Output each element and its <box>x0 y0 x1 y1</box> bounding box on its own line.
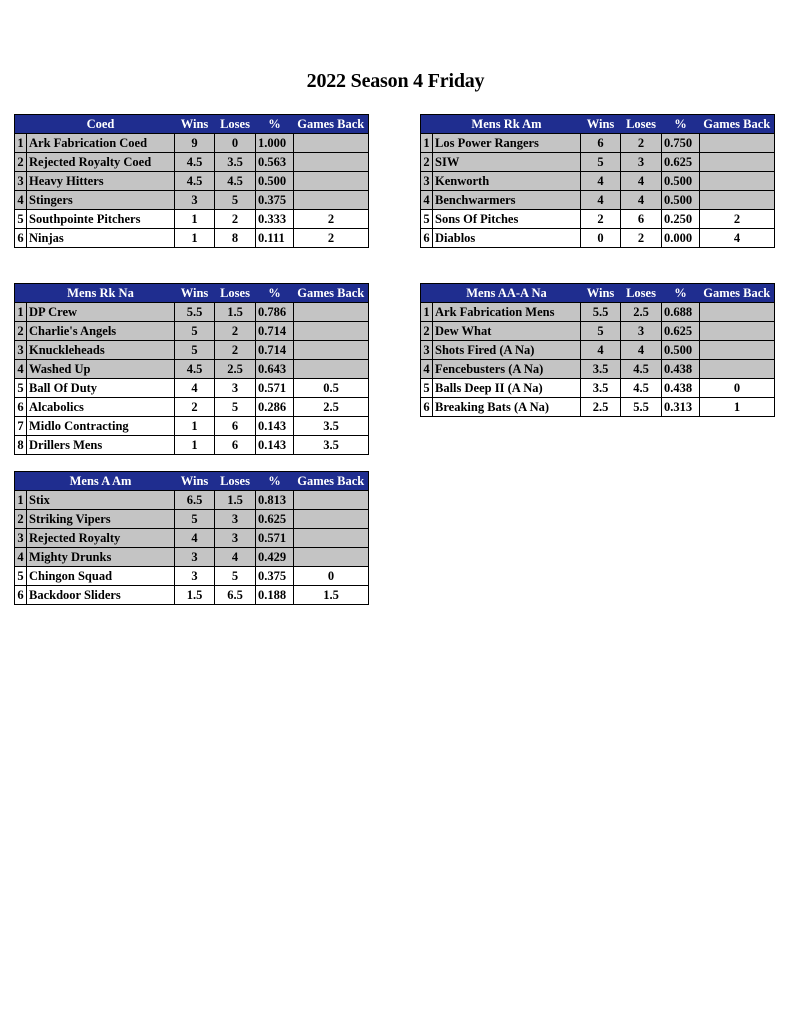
wins-header: Wins <box>581 284 621 303</box>
table-row <box>421 210 775 229</box>
rank-cell: 2 <box>15 510 27 529</box>
games-back-cell <box>700 360 775 379</box>
loses-header: Loses <box>621 284 662 303</box>
table-row <box>421 398 775 417</box>
table-row <box>15 303 369 322</box>
team-name-cell: Ark Fabrication Coed <box>27 134 175 153</box>
games-back-cell: 2 <box>700 210 775 229</box>
loses-cell: 0 <box>215 134 256 153</box>
games-back-header: Games Back <box>700 284 775 303</box>
team-name-cell: Charlie's Angels <box>27 322 175 341</box>
wins-cell: 5.5 <box>175 303 215 322</box>
rank-cell: 3 <box>421 172 433 191</box>
team-name-cell: Alcabolics <box>27 398 175 417</box>
pct-cell: 0.286 <box>256 398 294 417</box>
loses-cell: 3 <box>621 153 662 172</box>
loses-cell: 2 <box>621 229 662 248</box>
rank-header <box>421 284 433 303</box>
wins-cell: 4 <box>581 191 621 210</box>
table-row <box>421 322 775 341</box>
games-back-cell <box>294 322 369 341</box>
division-name-header: Mens AA-A Na <box>433 284 581 303</box>
wins-cell: 4.5 <box>175 360 215 379</box>
team-name-cell: Heavy Hitters <box>27 172 175 191</box>
table-row <box>421 191 775 210</box>
loses-cell: 1.5 <box>215 303 256 322</box>
loses-header: Loses <box>215 472 256 491</box>
team-name-cell: Rejected Royalty Coed <box>27 153 175 172</box>
loses-cell: 5 <box>215 567 256 586</box>
pct-cell: 0.250 <box>662 210 700 229</box>
loses-cell: 2.5 <box>621 303 662 322</box>
games-back-cell: 3.5 <box>294 417 369 436</box>
rank-cell: 4 <box>421 191 433 210</box>
loses-cell: 5.5 <box>621 398 662 417</box>
wins-cell: 0 <box>581 229 621 248</box>
table-row <box>421 303 775 322</box>
loses-cell: 3 <box>215 510 256 529</box>
rank-cell: 1 <box>15 134 27 153</box>
games-back-cell <box>294 191 369 210</box>
division-name-header: Mens A Am <box>27 472 175 491</box>
loses-cell: 4.5 <box>621 360 662 379</box>
rank-cell: 6 <box>421 229 433 248</box>
games-back-cell <box>294 491 369 510</box>
rank-cell: 3 <box>15 172 27 191</box>
games-back-cell: 1.5 <box>294 586 369 605</box>
games-back-cell: 0 <box>294 567 369 586</box>
rank-cell: 5 <box>15 567 27 586</box>
team-name-cell: Knuckleheads <box>27 341 175 360</box>
games-back-cell: 2 <box>294 229 369 248</box>
team-name-cell: Benchwarmers <box>433 191 581 210</box>
rank-cell: 6 <box>15 586 27 605</box>
table-row <box>15 153 369 172</box>
pct-cell: 0.333 <box>256 210 294 229</box>
table-row <box>421 229 775 248</box>
wins-header: Wins <box>175 115 215 134</box>
team-name-cell: Kenworth <box>433 172 581 191</box>
wins-cell: 1 <box>175 210 215 229</box>
loses-cell: 3 <box>621 322 662 341</box>
games-back-cell <box>700 341 775 360</box>
pct-cell: 0.625 <box>256 510 294 529</box>
pct-cell: 0.143 <box>256 436 294 455</box>
pct-cell: 0.750 <box>662 134 700 153</box>
loses-cell: 4.5 <box>215 172 256 191</box>
standings-table-mens-rk-am <box>420 114 775 248</box>
division-name-header: Coed <box>27 115 175 134</box>
pct-cell: 0.429 <box>256 548 294 567</box>
team-name-cell: Ninjas <box>27 229 175 248</box>
division-name-header: Mens Rk Na <box>27 284 175 303</box>
pct-cell: 0.313 <box>662 398 700 417</box>
pct-cell: 0.688 <box>662 303 700 322</box>
pct-cell: 0.786 <box>256 303 294 322</box>
rank-cell: 4 <box>15 360 27 379</box>
team-name-cell: Diablos <box>433 229 581 248</box>
team-name-cell: Southpointe Pitchers <box>27 210 175 229</box>
games-back-header: Games Back <box>294 284 369 303</box>
rank-header <box>421 115 433 134</box>
wins-header: Wins <box>175 284 215 303</box>
games-back-cell <box>294 529 369 548</box>
pct-cell: 0.111 <box>256 229 294 248</box>
rank-cell: 5 <box>421 210 433 229</box>
pct-cell: 0.438 <box>662 360 700 379</box>
loses-cell: 4 <box>621 172 662 191</box>
games-back-cell <box>700 172 775 191</box>
rank-cell: 1 <box>421 303 433 322</box>
table-header-row <box>421 284 775 303</box>
loses-cell: 6 <box>215 417 256 436</box>
table-row <box>15 210 369 229</box>
loses-cell: 3 <box>215 529 256 548</box>
team-name-cell: Backdoor Sliders <box>27 586 175 605</box>
wins-cell: 4 <box>175 529 215 548</box>
pct-cell: 0.375 <box>256 191 294 210</box>
pct-header: % <box>256 284 294 303</box>
loses-header: Loses <box>215 115 256 134</box>
team-name-cell: Washed Up <box>27 360 175 379</box>
games-back-cell <box>294 303 369 322</box>
loses-cell: 8 <box>215 229 256 248</box>
wins-cell: 6.5 <box>175 491 215 510</box>
wins-header: Wins <box>175 472 215 491</box>
team-name-cell: Midlo Contracting <box>27 417 175 436</box>
team-name-cell: SIW <box>433 153 581 172</box>
table-row <box>15 379 369 398</box>
team-name-cell: Rejected Royalty <box>27 529 175 548</box>
standings-table-mens-rk-na <box>14 283 369 455</box>
wins-cell: 5 <box>581 322 621 341</box>
wins-cell: 3 <box>175 567 215 586</box>
rank-header <box>15 115 27 134</box>
rank-cell: 2 <box>15 322 27 341</box>
games-back-cell: 0.5 <box>294 379 369 398</box>
games-back-cell: 2 <box>294 210 369 229</box>
loses-header: Loses <box>215 284 256 303</box>
table-row <box>15 436 369 455</box>
games-back-cell <box>294 360 369 379</box>
pct-cell: 0.143 <box>256 417 294 436</box>
pct-cell: 0.500 <box>662 341 700 360</box>
team-name-cell: Breaking Bats (A Na) <box>433 398 581 417</box>
team-name-cell: Striking Vipers <box>27 510 175 529</box>
wins-cell: 2.5 <box>581 398 621 417</box>
games-back-header: Games Back <box>294 472 369 491</box>
table-row <box>15 491 369 510</box>
wins-cell: 3 <box>175 548 215 567</box>
wins-cell: 4 <box>581 172 621 191</box>
rank-cell: 2 <box>421 322 433 341</box>
rank-cell: 3 <box>421 341 433 360</box>
loses-cell: 6.5 <box>215 586 256 605</box>
loses-cell: 2.5 <box>215 360 256 379</box>
pct-cell: 0.500 <box>662 191 700 210</box>
table-header-row <box>421 115 775 134</box>
team-name-cell: Balls Deep II (A Na) <box>433 379 581 398</box>
wins-cell: 1.5 <box>175 586 215 605</box>
team-name-cell: Mighty Drunks <box>27 548 175 567</box>
pct-cell: 0.438 <box>662 379 700 398</box>
team-name-cell: Dew What <box>433 322 581 341</box>
table-row <box>15 191 369 210</box>
rank-cell: 4 <box>421 360 433 379</box>
pct-cell: 0.375 <box>256 567 294 586</box>
games-back-cell <box>294 153 369 172</box>
wins-cell: 1 <box>175 229 215 248</box>
pct-header: % <box>662 284 700 303</box>
loses-cell: 6 <box>215 436 256 455</box>
pct-header: % <box>256 115 294 134</box>
games-back-cell <box>294 341 369 360</box>
team-name-cell: Chingon Squad <box>27 567 175 586</box>
pct-cell: 0.714 <box>256 341 294 360</box>
pct-cell: 0.500 <box>662 172 700 191</box>
rank-header <box>15 284 27 303</box>
games-back-cell: 0 <box>700 379 775 398</box>
games-back-cell: 4 <box>700 229 775 248</box>
wins-cell: 4.5 <box>175 172 215 191</box>
rank-cell: 2 <box>15 153 27 172</box>
rank-cell: 1 <box>15 303 27 322</box>
loses-cell: 2 <box>621 134 662 153</box>
rank-cell: 8 <box>15 436 27 455</box>
table-row <box>421 341 775 360</box>
pct-cell: 0.813 <box>256 491 294 510</box>
wins-cell: 1 <box>175 436 215 455</box>
team-name-cell: Stingers <box>27 191 175 210</box>
table-row <box>15 322 369 341</box>
table-row <box>421 172 775 191</box>
table-row <box>15 567 369 586</box>
pct-header: % <box>256 472 294 491</box>
table-row <box>421 153 775 172</box>
games-back-cell <box>294 134 369 153</box>
games-back-cell <box>294 172 369 191</box>
games-back-cell <box>700 134 775 153</box>
table-row <box>15 529 369 548</box>
loses-cell: 2 <box>215 322 256 341</box>
team-name-cell: Ark Fabrication Mens <box>433 303 581 322</box>
pct-cell: 0.563 <box>256 153 294 172</box>
pct-cell: 0.571 <box>256 529 294 548</box>
wins-cell: 6 <box>581 134 621 153</box>
pct-cell: 1.000 <box>256 134 294 153</box>
wins-header: Wins <box>581 115 621 134</box>
wins-cell: 4 <box>175 379 215 398</box>
games-back-cell <box>294 548 369 567</box>
pct-cell: 0.571 <box>256 379 294 398</box>
loses-cell: 4 <box>621 341 662 360</box>
wins-cell: 3 <box>175 191 215 210</box>
wins-cell: 5 <box>175 510 215 529</box>
games-back-cell <box>700 303 775 322</box>
games-back-cell <box>294 510 369 529</box>
wins-cell: 9 <box>175 134 215 153</box>
rank-header <box>15 472 27 491</box>
pct-cell: 0.714 <box>256 322 294 341</box>
pct-cell: 0.625 <box>662 322 700 341</box>
games-back-cell: 3.5 <box>294 436 369 455</box>
loses-header: Loses <box>621 115 662 134</box>
rank-cell: 5 <box>421 379 433 398</box>
rank-cell: 3 <box>15 341 27 360</box>
games-back-cell <box>700 191 775 210</box>
loses-cell: 5 <box>215 398 256 417</box>
team-name-cell: Stix <box>27 491 175 510</box>
table-row <box>421 379 775 398</box>
loses-cell: 2 <box>215 341 256 360</box>
games-back-cell: 2.5 <box>294 398 369 417</box>
rank-cell: 6 <box>421 398 433 417</box>
table-header-row <box>15 472 369 491</box>
team-name-cell: Sons Of Pitches <box>433 210 581 229</box>
table-row <box>15 229 369 248</box>
rank-cell: 6 <box>15 398 27 417</box>
wins-cell: 5 <box>175 341 215 360</box>
loses-cell: 3.5 <box>215 153 256 172</box>
loses-cell: 4.5 <box>621 379 662 398</box>
rank-cell: 7 <box>15 417 27 436</box>
rank-cell: 4 <box>15 548 27 567</box>
wins-cell: 5.5 <box>581 303 621 322</box>
wins-cell: 1 <box>175 417 215 436</box>
games-back-header: Games Back <box>294 115 369 134</box>
rank-cell: 1 <box>421 134 433 153</box>
loses-cell: 3 <box>215 379 256 398</box>
table-row <box>15 548 369 567</box>
rank-cell: 2 <box>421 153 433 172</box>
team-name-cell: Ball Of Duty <box>27 379 175 398</box>
team-name-cell: Fencebusters (A Na) <box>433 360 581 379</box>
table-row <box>15 398 369 417</box>
table-header-row <box>15 115 369 134</box>
games-back-cell <box>700 153 775 172</box>
rank-cell: 6 <box>15 229 27 248</box>
wins-cell: 3.5 <box>581 379 621 398</box>
wins-cell: 4.5 <box>175 153 215 172</box>
page-title: 2022 Season 4 Friday <box>306 70 485 92</box>
table-row <box>421 134 775 153</box>
games-back-header: Games Back <box>700 115 775 134</box>
loses-cell: 4 <box>215 548 256 567</box>
wins-cell: 5 <box>175 322 215 341</box>
wins-cell: 3.5 <box>581 360 621 379</box>
team-name-cell: Drillers Mens <box>27 436 175 455</box>
loses-cell: 6 <box>621 210 662 229</box>
table-row <box>15 172 369 191</box>
pct-header: % <box>662 115 700 134</box>
team-name-cell: Los Power Rangers <box>433 134 581 153</box>
pct-cell: 0.000 <box>662 229 700 248</box>
table-row <box>421 360 775 379</box>
division-name-header: Mens Rk Am <box>433 115 581 134</box>
loses-cell: 1.5 <box>215 491 256 510</box>
pct-cell: 0.625 <box>662 153 700 172</box>
pct-cell: 0.643 <box>256 360 294 379</box>
standings-table-mens-aa-a-na <box>420 283 775 417</box>
games-back-cell: 1 <box>700 398 775 417</box>
table-header-row <box>15 284 369 303</box>
wins-cell: 4 <box>581 341 621 360</box>
table-row <box>15 586 369 605</box>
standings-table-coed <box>14 114 369 248</box>
table-row <box>15 510 369 529</box>
team-name-cell: Shots Fired (A Na) <box>433 341 581 360</box>
table-row <box>15 417 369 436</box>
wins-cell: 5 <box>581 153 621 172</box>
loses-cell: 4 <box>621 191 662 210</box>
games-back-cell <box>700 322 775 341</box>
rank-cell: 5 <box>15 210 27 229</box>
table-row <box>15 360 369 379</box>
wins-cell: 2 <box>175 398 215 417</box>
pct-cell: 0.188 <box>256 586 294 605</box>
table-row <box>15 341 369 360</box>
rank-cell: 3 <box>15 529 27 548</box>
loses-cell: 2 <box>215 210 256 229</box>
wins-cell: 2 <box>581 210 621 229</box>
standings-table-mens-a-am <box>14 471 369 605</box>
rank-cell: 5 <box>15 379 27 398</box>
team-name-cell: DP Crew <box>27 303 175 322</box>
pct-cell: 0.500 <box>256 172 294 191</box>
table-row <box>15 134 369 153</box>
loses-cell: 5 <box>215 191 256 210</box>
rank-cell: 4 <box>15 191 27 210</box>
rank-cell: 1 <box>15 491 27 510</box>
